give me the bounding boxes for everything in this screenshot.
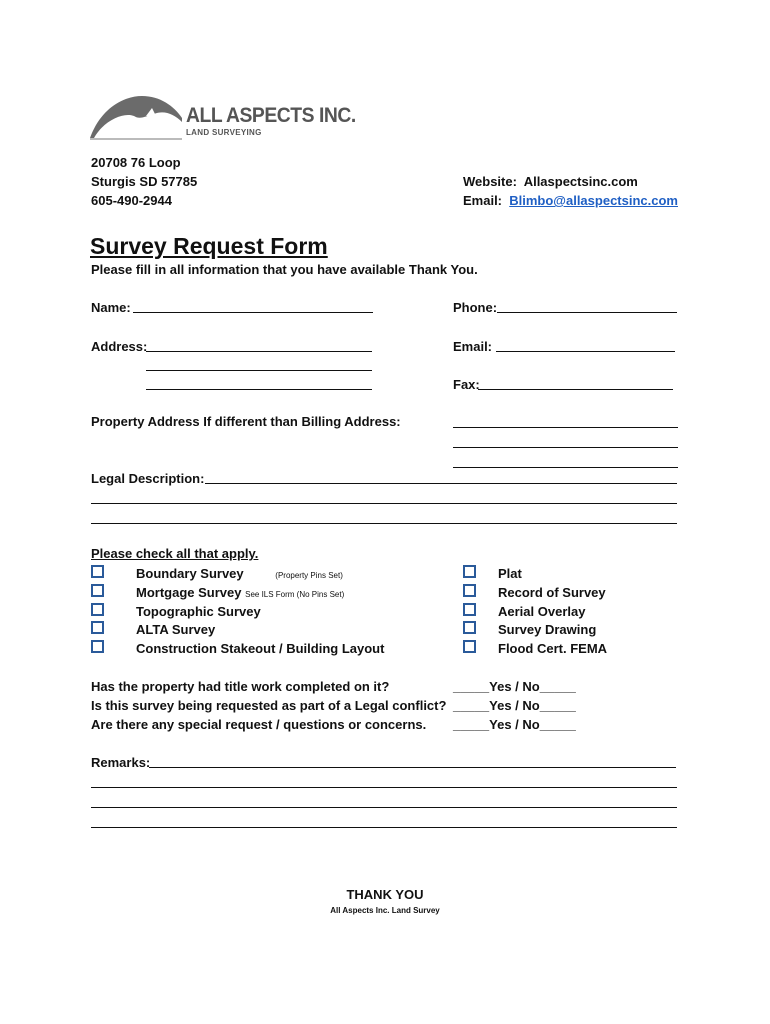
footer-company: All Aspects Inc. Land Survey (330, 906, 440, 915)
thank-you: THANK YOU (346, 887, 424, 902)
email-field[interactable] (496, 351, 675, 352)
yes-no-special-request[interactable]: _____Yes / No_____ (453, 717, 576, 732)
option-alta-survey: ALTA Survey (136, 622, 216, 637)
logo-mountain-icon (90, 92, 182, 140)
option-mortgage-survey (136, 585, 344, 603)
checkbox-boundary-survey[interactable] (91, 565, 104, 578)
address-label: Address: (91, 339, 148, 354)
checkbox-topographic-survey[interactable] (91, 603, 104, 616)
checkbox-alta-survey[interactable] (91, 621, 104, 634)
address-field-1[interactable] (146, 351, 372, 352)
option-boundary-survey (136, 566, 343, 584)
legal-description-field-2[interactable] (91, 503, 677, 504)
remarks-field-3[interactable] (91, 807, 677, 808)
check-heading: Please check all that apply. (91, 546, 259, 561)
legal-description-field-1[interactable] (205, 483, 677, 484)
email-contact-label: Email: (463, 193, 503, 208)
property-address-label: Property Address If different than Billing Address: (91, 414, 401, 429)
question-special-request: Are there any special request / questions or concerns. (91, 717, 427, 732)
company-tagline: LAND SURVEYING (186, 128, 262, 137)
form-instructions: Please fill in all information that you have available Thank You. (91, 262, 478, 277)
street-address: 20708 76 Loop (91, 155, 181, 170)
website-link[interactable]: Allaspectsinc.com (523, 174, 638, 189)
remarks-field-4[interactable] (91, 827, 677, 828)
remarks-field-2[interactable] (91, 787, 677, 788)
checkbox-aerial-overlay[interactable] (463, 603, 476, 616)
city-address: Sturgis SD 57785 (91, 174, 198, 189)
option-survey-drawing: Survey Drawing (498, 622, 597, 637)
name-field[interactable] (133, 312, 373, 313)
option-topographic-survey: Topographic Survey (136, 604, 261, 619)
yes-no-legal-conflict[interactable]: _____Yes / No_____ (453, 698, 576, 713)
email-field-label: Email: (453, 339, 493, 354)
checkbox-survey-drawing[interactable] (463, 621, 476, 634)
address-field-2[interactable] (146, 370, 372, 371)
form-title: Survey Request Form (90, 233, 328, 259)
remarks-label: Remarks: (91, 755, 151, 770)
phone-number: 605-490-2944 (91, 193, 172, 208)
option-record-of-survey: Record of Survey (498, 585, 606, 600)
option-note: See ILS Form (No Pins Set) (245, 590, 345, 599)
yes-no-title-work[interactable]: _____Yes / No_____ (453, 679, 576, 694)
remarks-field-1[interactable] (149, 767, 676, 768)
phone-label: Phone: (453, 300, 498, 315)
option-label: Boundary Survey (136, 566, 244, 581)
legal-description-field-3[interactable] (91, 523, 677, 524)
checkbox-construction-stakeout[interactable] (91, 640, 104, 653)
legal-description-label: Legal Description: (91, 471, 205, 486)
website-label: Website: (463, 174, 517, 189)
email-link[interactable]: Blimbo@allaspectsinc.com (509, 193, 678, 208)
option-construction-stakeout: Construction Stakeout / Building Layout (136, 641, 385, 656)
option-aerial-overlay: Aerial Overlay (498, 604, 586, 619)
address-field-3[interactable] (146, 389, 372, 390)
email-line (463, 193, 678, 209)
fax-field[interactable] (478, 389, 673, 390)
option-flood-cert: Flood Cert. FEMA (498, 641, 608, 656)
checkbox-record-of-survey[interactable] (463, 584, 476, 597)
company-name: ALL ASPECTS INC. (186, 104, 356, 127)
question-legal-conflict: Is this survey being requested as part of a Legal conflict? (91, 698, 447, 713)
property-address-field-3[interactable] (453, 467, 678, 468)
option-label: Mortgage Survey (136, 585, 242, 600)
checkbox-plat[interactable] (463, 565, 476, 578)
fax-label: Fax: (453, 377, 480, 392)
name-label: Name: (91, 300, 131, 315)
property-address-field-2[interactable] (453, 447, 678, 448)
website-line (463, 174, 638, 190)
option-plat: Plat (498, 566, 522, 581)
property-address-field-1[interactable] (453, 427, 678, 428)
checkbox-flood-cert[interactable] (463, 640, 476, 653)
question-title-work: Has the property had title work completed on it? (91, 679, 390, 694)
phone-field[interactable] (497, 312, 677, 313)
option-note: (Property Pins Set) (275, 571, 343, 580)
checkbox-mortgage-survey[interactable] (91, 584, 104, 597)
